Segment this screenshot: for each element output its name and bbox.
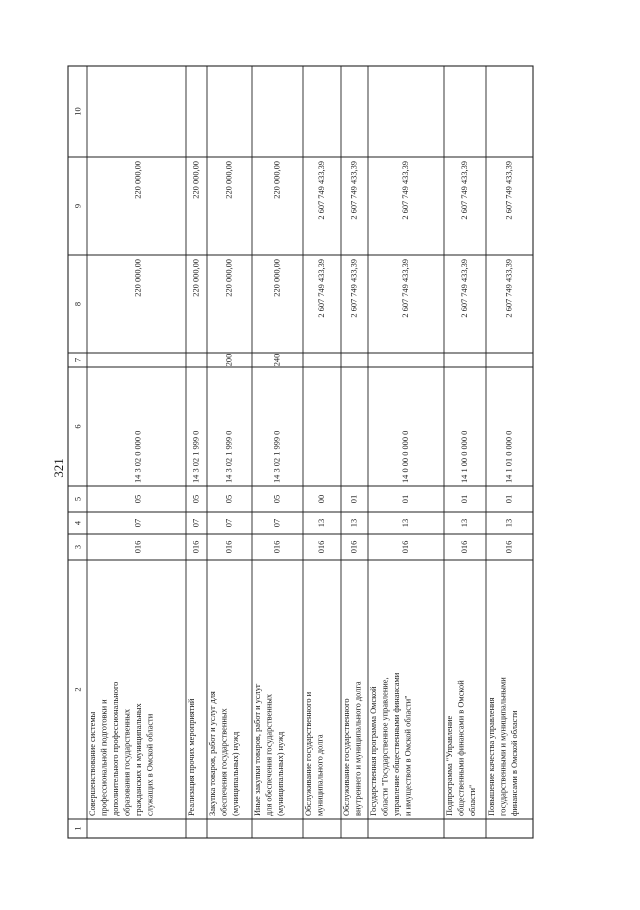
cell-col-3: 016 (504, 540, 514, 554)
header-cell: 2 (73, 687, 83, 692)
cell-col-4: 13 (504, 518, 514, 528)
cell-col-8: 220 000,00 (224, 259, 234, 297)
table-row (88, 161, 155, 816)
table-row (208, 161, 240, 816)
table-row (369, 161, 413, 816)
header-cell: 9 (73, 203, 83, 209)
row-name-line: Государственная программа Омской (368, 686, 378, 816)
row-name-line: Иные закупки товаров, работ и услуг (252, 683, 262, 816)
cell-col-5: 01 (400, 494, 410, 504)
cell-col-3: 016 (133, 540, 143, 554)
cell-col-5: 05 (191, 494, 201, 504)
row-name-line: управление общественными финансами (391, 672, 401, 816)
row-name-line: служащих в Омской области (145, 713, 155, 816)
header-cell: 8 (73, 301, 83, 307)
row-name-line: общественными финансами в Омской (456, 680, 466, 816)
row-name-line: Повышение качества управления (486, 697, 496, 816)
row-name-line: образования государственных (122, 708, 132, 816)
cell-col-3: 016 (459, 540, 469, 554)
cell-col-9: 220 000,00 (272, 161, 282, 199)
cell-col-8: 2 607 749 433,39 (349, 259, 359, 318)
cell-col-8: 220 000,00 (191, 259, 201, 297)
header-cell: 3 (73, 544, 83, 550)
cell-col-5: 01 (504, 494, 514, 504)
cell-col-3: 016 (191, 540, 201, 554)
cell-col-8: 2 607 749 433,39 (400, 259, 410, 318)
cell-col-9: 2 607 749 433,39 (504, 161, 514, 220)
header-cell: 7 (73, 357, 83, 363)
cell-col-5: 01 (459, 494, 469, 504)
table-row (342, 161, 363, 816)
cell-col-4: 07 (191, 518, 201, 528)
cell-col-4: 13 (349, 518, 359, 528)
row-name-line: Обслуживание государственного и (303, 691, 313, 816)
cell-col-9: 220 000,00 (224, 161, 234, 199)
row-name-line: профессиональной подготовки и (99, 699, 109, 816)
header-cell: 1 (73, 826, 83, 831)
table-row (445, 161, 477, 816)
cell-col-6: 14 0 00 0 000 0 (400, 430, 410, 483)
cell-col-7: 240 (272, 353, 282, 367)
cell-col-4: 07 (272, 518, 282, 528)
page-number (50, 448, 68, 488)
cell-col-4: 07 (133, 518, 143, 528)
cell-col-9: 2 607 749 433,39 (400, 161, 410, 220)
cell-col-9: 2 607 749 433,39 (459, 161, 469, 220)
table-row (304, 161, 326, 816)
cell-col-6: 14 3 02 1 999 0 (191, 430, 201, 483)
row-name-line: (муниципальных) нужд (275, 731, 285, 816)
header-cell: 4 (73, 520, 83, 526)
cell-col-8: 2 607 749 433,39 (504, 259, 514, 318)
cell-col-5: 05 (272, 494, 282, 504)
row-name-line: области" (467, 784, 477, 816)
row-name-line: Реализация прочих мероприятий (186, 698, 196, 816)
row-name-line: обеспечения государственных (219, 708, 229, 816)
cell-col-5: 05 (224, 494, 234, 504)
row-name-line: Обслуживание государственного (341, 698, 351, 816)
row-name-line: Подпрограмма "Управление (444, 715, 454, 816)
row-name-line: Совершенствование системы (87, 711, 97, 816)
cell-col-8: 2 607 749 433,39 (316, 259, 326, 318)
cell-col-7: 200 (224, 353, 234, 367)
table-row (253, 161, 285, 816)
row-name-line: дополнительного профессионального (110, 681, 120, 816)
cell-col-6: 14 1 01 0 000 0 (504, 430, 514, 483)
cell-col-8: 220 000,00 (272, 259, 282, 297)
table-row (487, 161, 519, 816)
cell-col-6: 14 1 00 0 000 0 (459, 430, 469, 483)
cell-col-9: 2 607 749 433,39 (316, 161, 326, 220)
cell-col-6: 14 3 02 0 000 0 (133, 430, 143, 483)
row-name-line: Закупка товаров, работ и услуг для (207, 691, 217, 816)
cell-col-9: 220 000,00 (191, 161, 201, 199)
cell-col-3: 016 (224, 540, 234, 554)
row-name-line: финансами в Омской области (509, 710, 519, 816)
cell-col-4: 07 (224, 518, 234, 528)
cell-col-9: 2 607 749 433,39 (349, 161, 359, 220)
header-cell: 6 (73, 424, 83, 429)
cell-col-5: 01 (349, 494, 359, 504)
header-cell: 10 (73, 107, 83, 116)
cell-col-6: 14 3 02 1 999 0 (272, 430, 282, 483)
row-name-line: для обеспечения государственных (264, 693, 274, 816)
cell-col-6: 14 3 02 1 999 0 (224, 430, 234, 483)
row-name-line: (муниципальных) нужд (230, 731, 240, 816)
cell-col-3: 016 (400, 540, 410, 554)
cell-col-3: 016 (349, 540, 359, 554)
cell-col-3: 016 (272, 540, 282, 554)
row-name-line: гражданских и муниципальных (133, 703, 143, 816)
header-cell: 5 (73, 496, 83, 502)
cell-col-8: 220 000,00 (133, 259, 143, 297)
page-number-text: 321 (51, 458, 66, 478)
cell-col-3: 016 (316, 540, 326, 554)
cell-col-5: 00 (316, 494, 326, 504)
cell-col-5: 05 (133, 494, 143, 504)
cell-col-9: 220 000,00 (133, 161, 143, 199)
cell-col-4: 13 (459, 518, 469, 528)
row-name-line: внутреннего и муниципального долга (353, 681, 363, 816)
cell-col-4: 13 (316, 518, 326, 528)
row-name-line: области "Государственное управление, (380, 677, 390, 816)
row-name-line: и имуществом в Омской области" (403, 695, 413, 816)
cell-col-8: 2 607 749 433,39 (459, 259, 469, 318)
row-name-line: муниципального долга (315, 734, 325, 816)
cell-col-4: 13 (400, 518, 410, 528)
table-row (187, 161, 201, 816)
row-name-line: государственными и муниципальными (498, 677, 508, 816)
